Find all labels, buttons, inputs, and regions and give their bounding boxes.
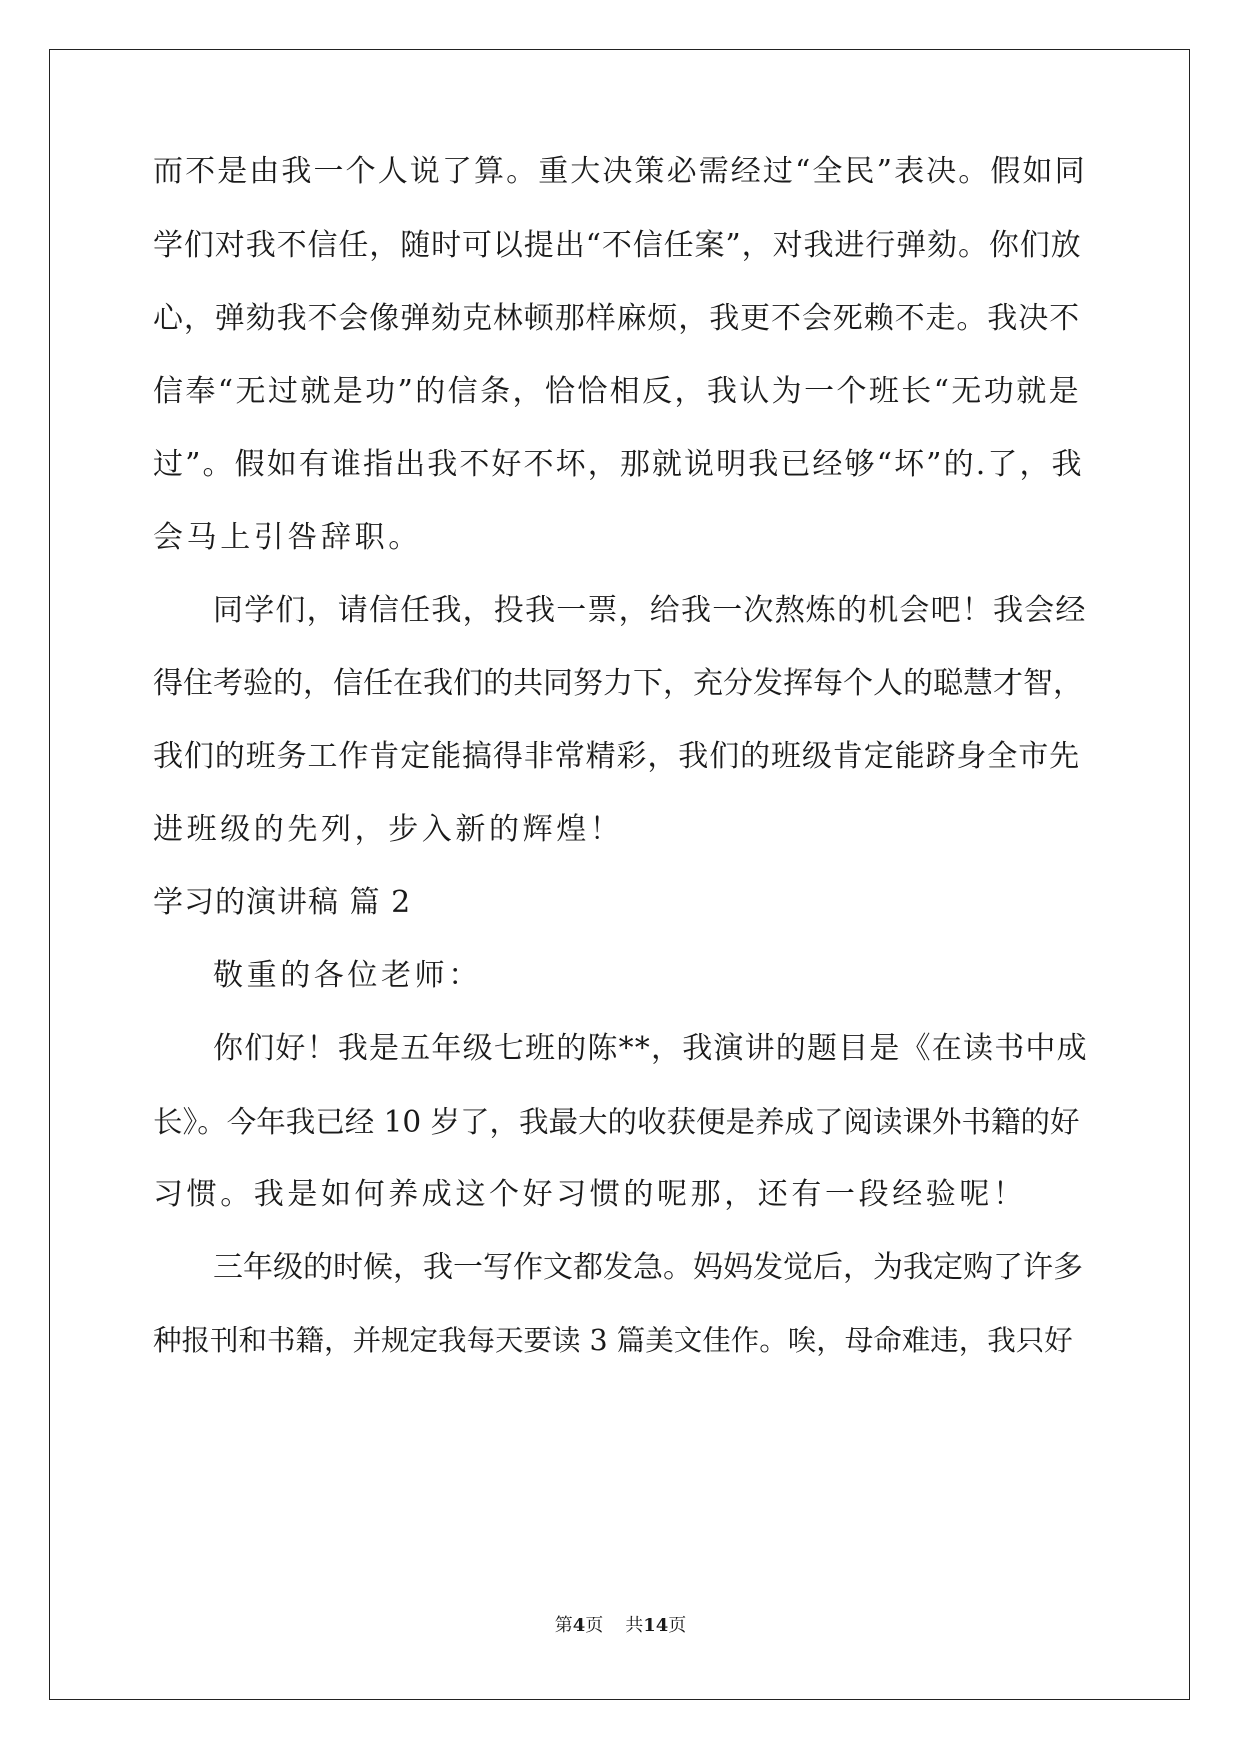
paragraph-first-line: 你们好！我是五年级七班的陈**，我演讲的题目是《在读书中成 <box>213 1031 1088 1066</box>
body-line: 长》。今年我已经 10 岁了，我最大的收获便是养成了阅读课外书籍的好 <box>153 1105 1080 1139</box>
body-line: 学们对我不信任，随时可以提出“不信任案”，对我进行弹劾。你们放 <box>153 228 1082 263</box>
body-line: 会马上引咎辞职。 <box>153 520 422 555</box>
body-line: 我们的班务工作肯定能搞得非常精彩，我们的班级肯定能跻身全市先 <box>153 739 1080 774</box>
paragraph-first-line: 同学们，请信任我，投我一票，给我一次熬炼的机会吧！我会经 <box>213 593 1087 628</box>
body-line: 种报刊和书籍，并规定我每天要读 3 篇美文佳作。唉，母命难违，我只好 <box>153 1324 1073 1357</box>
body-line: 而不是由我一个人说了算。重大决策必需经过“全民”表决。假如同 <box>153 154 1087 189</box>
body-line: 得住考验的，信任在我们的共同努力下，充分发挥每个人的聪慧才智， <box>153 666 1083 701</box>
salutation: 敬重的各位老师： <box>213 958 482 993</box>
body-line: 过”。假如有谁指出我不好不坏，那就说明我已经够“坏”的.了，我 <box>153 447 1084 482</box>
footer-current-page: 4 <box>572 1615 586 1636</box>
footer-page-prefix: 第 <box>554 1615 573 1636</box>
footer-page-word: 页 <box>585 1615 604 1636</box>
footer-total-pages: 14 <box>643 1615 669 1636</box>
paragraph-first-line: 三年级的时候，我一写作文都发急。妈妈发觉后，为我定购了许多 <box>213 1250 1083 1285</box>
section-heading: 学习的演讲稿 篇 2 <box>153 885 412 920</box>
footer-total-prefix: 共 <box>625 1615 644 1636</box>
body-line: 心，弹劾我不会像弹劾克林顿那样麻烦，我更不会死赖不走。我决不 <box>153 301 1080 336</box>
body-line: 习惯。我是如何养成这个好习惯的呢那，还有一段经验呢！ <box>153 1177 1027 1212</box>
page-footer <box>0 1615 1241 1637</box>
body-line: 信奉“无过就是功”的信条，恰恰相反，我认为一个班长“无功就是 <box>153 374 1082 409</box>
footer-total-suffix: 页 <box>668 1615 687 1636</box>
page-border <box>49 49 1190 1700</box>
body-line: 进班级的先列，步入新的辉煌！ <box>153 812 624 847</box>
